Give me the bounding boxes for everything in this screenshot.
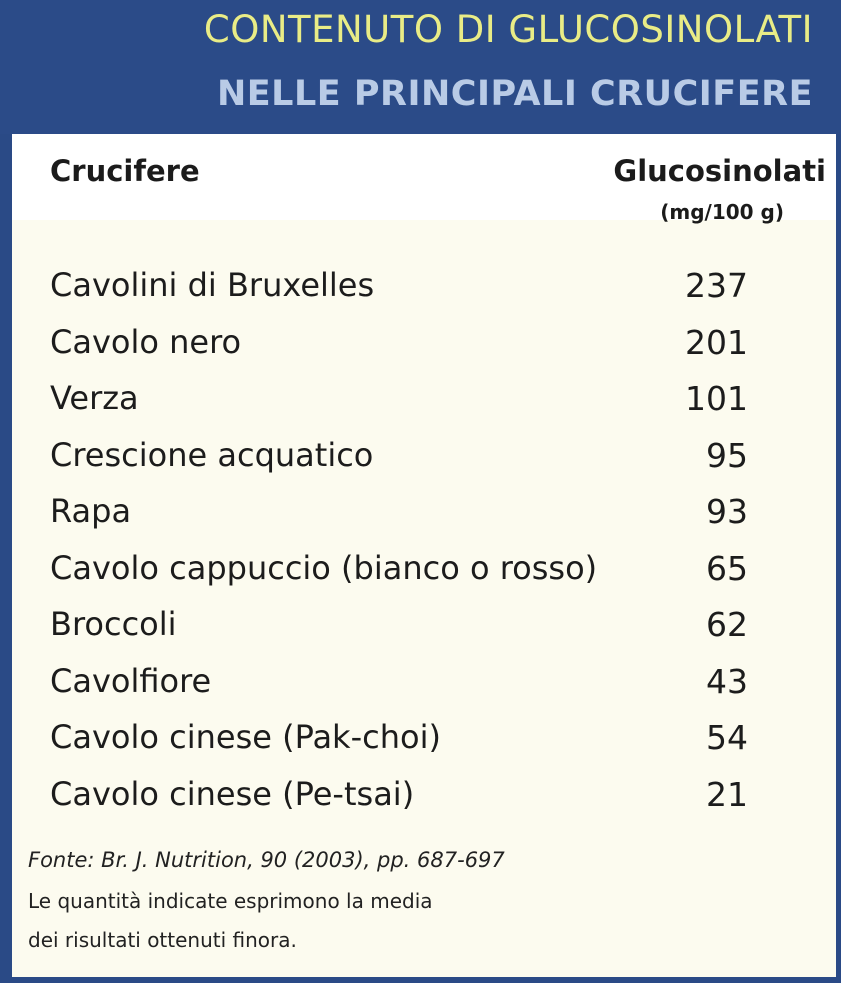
- table-row: [12, 371, 836, 428]
- table-row: [12, 654, 836, 711]
- row-name: Cavolini di Bruxelles: [50, 266, 375, 304]
- row-value: 43: [706, 661, 748, 701]
- source-citation: Fonte: Br. J. Nutrition, 90 (2003), pp. 687-697: [28, 848, 505, 872]
- table-rows: [12, 258, 836, 823]
- column-unit-label: (mg/100 g): [660, 200, 784, 224]
- column-header-crucifere: Crucifere: [50, 154, 200, 188]
- table-row: [12, 258, 836, 315]
- table-row: [12, 597, 836, 654]
- row-name: Cavolo cinese (Pe-tsai): [50, 774, 415, 813]
- row-name: Cavolo nero: [50, 322, 242, 361]
- header-banner: [0, 0, 841, 134]
- row-value: 101: [685, 379, 748, 418]
- footnote-line-1: Le quantità indicate esprimono la media: [28, 889, 433, 913]
- table-row: [12, 541, 836, 598]
- row-value: 54: [706, 718, 748, 757]
- row-value: 237: [685, 266, 748, 305]
- row-name: Crescione acquatico: [50, 435, 374, 474]
- row-name: Cavolfiore: [50, 661, 212, 700]
- row-value: 21: [706, 774, 748, 814]
- row-name: Broccoli: [50, 605, 177, 643]
- column-header-glucosinolati: Glucosinolati: [613, 154, 826, 188]
- row-value: 93: [706, 492, 748, 531]
- table-row: [12, 767, 836, 824]
- table-panel: [12, 134, 836, 977]
- row-value: 65: [706, 548, 748, 588]
- row-value: 62: [706, 605, 748, 644]
- table-row: [12, 428, 836, 485]
- title-line-1: CONTENUTO DI GLUCOSINOLATI: [203, 8, 813, 51]
- footnote-line-2: dei risultati ottenuti finora.: [28, 928, 297, 952]
- table-row: [12, 710, 836, 767]
- row-name: Verza: [50, 379, 139, 417]
- row-value: 95: [706, 435, 748, 475]
- row-name: Rapa: [50, 492, 132, 530]
- row-name: Cavolo cinese (Pak-choi): [50, 718, 441, 756]
- table-row: [12, 315, 836, 372]
- title-line-2: NELLE PRINCIPALI CRUCIFERE: [216, 74, 813, 114]
- row-name: Cavolo cappuccio (bianco o rosso): [50, 548, 598, 587]
- table-row: [12, 484, 836, 541]
- row-value: 201: [685, 322, 748, 362]
